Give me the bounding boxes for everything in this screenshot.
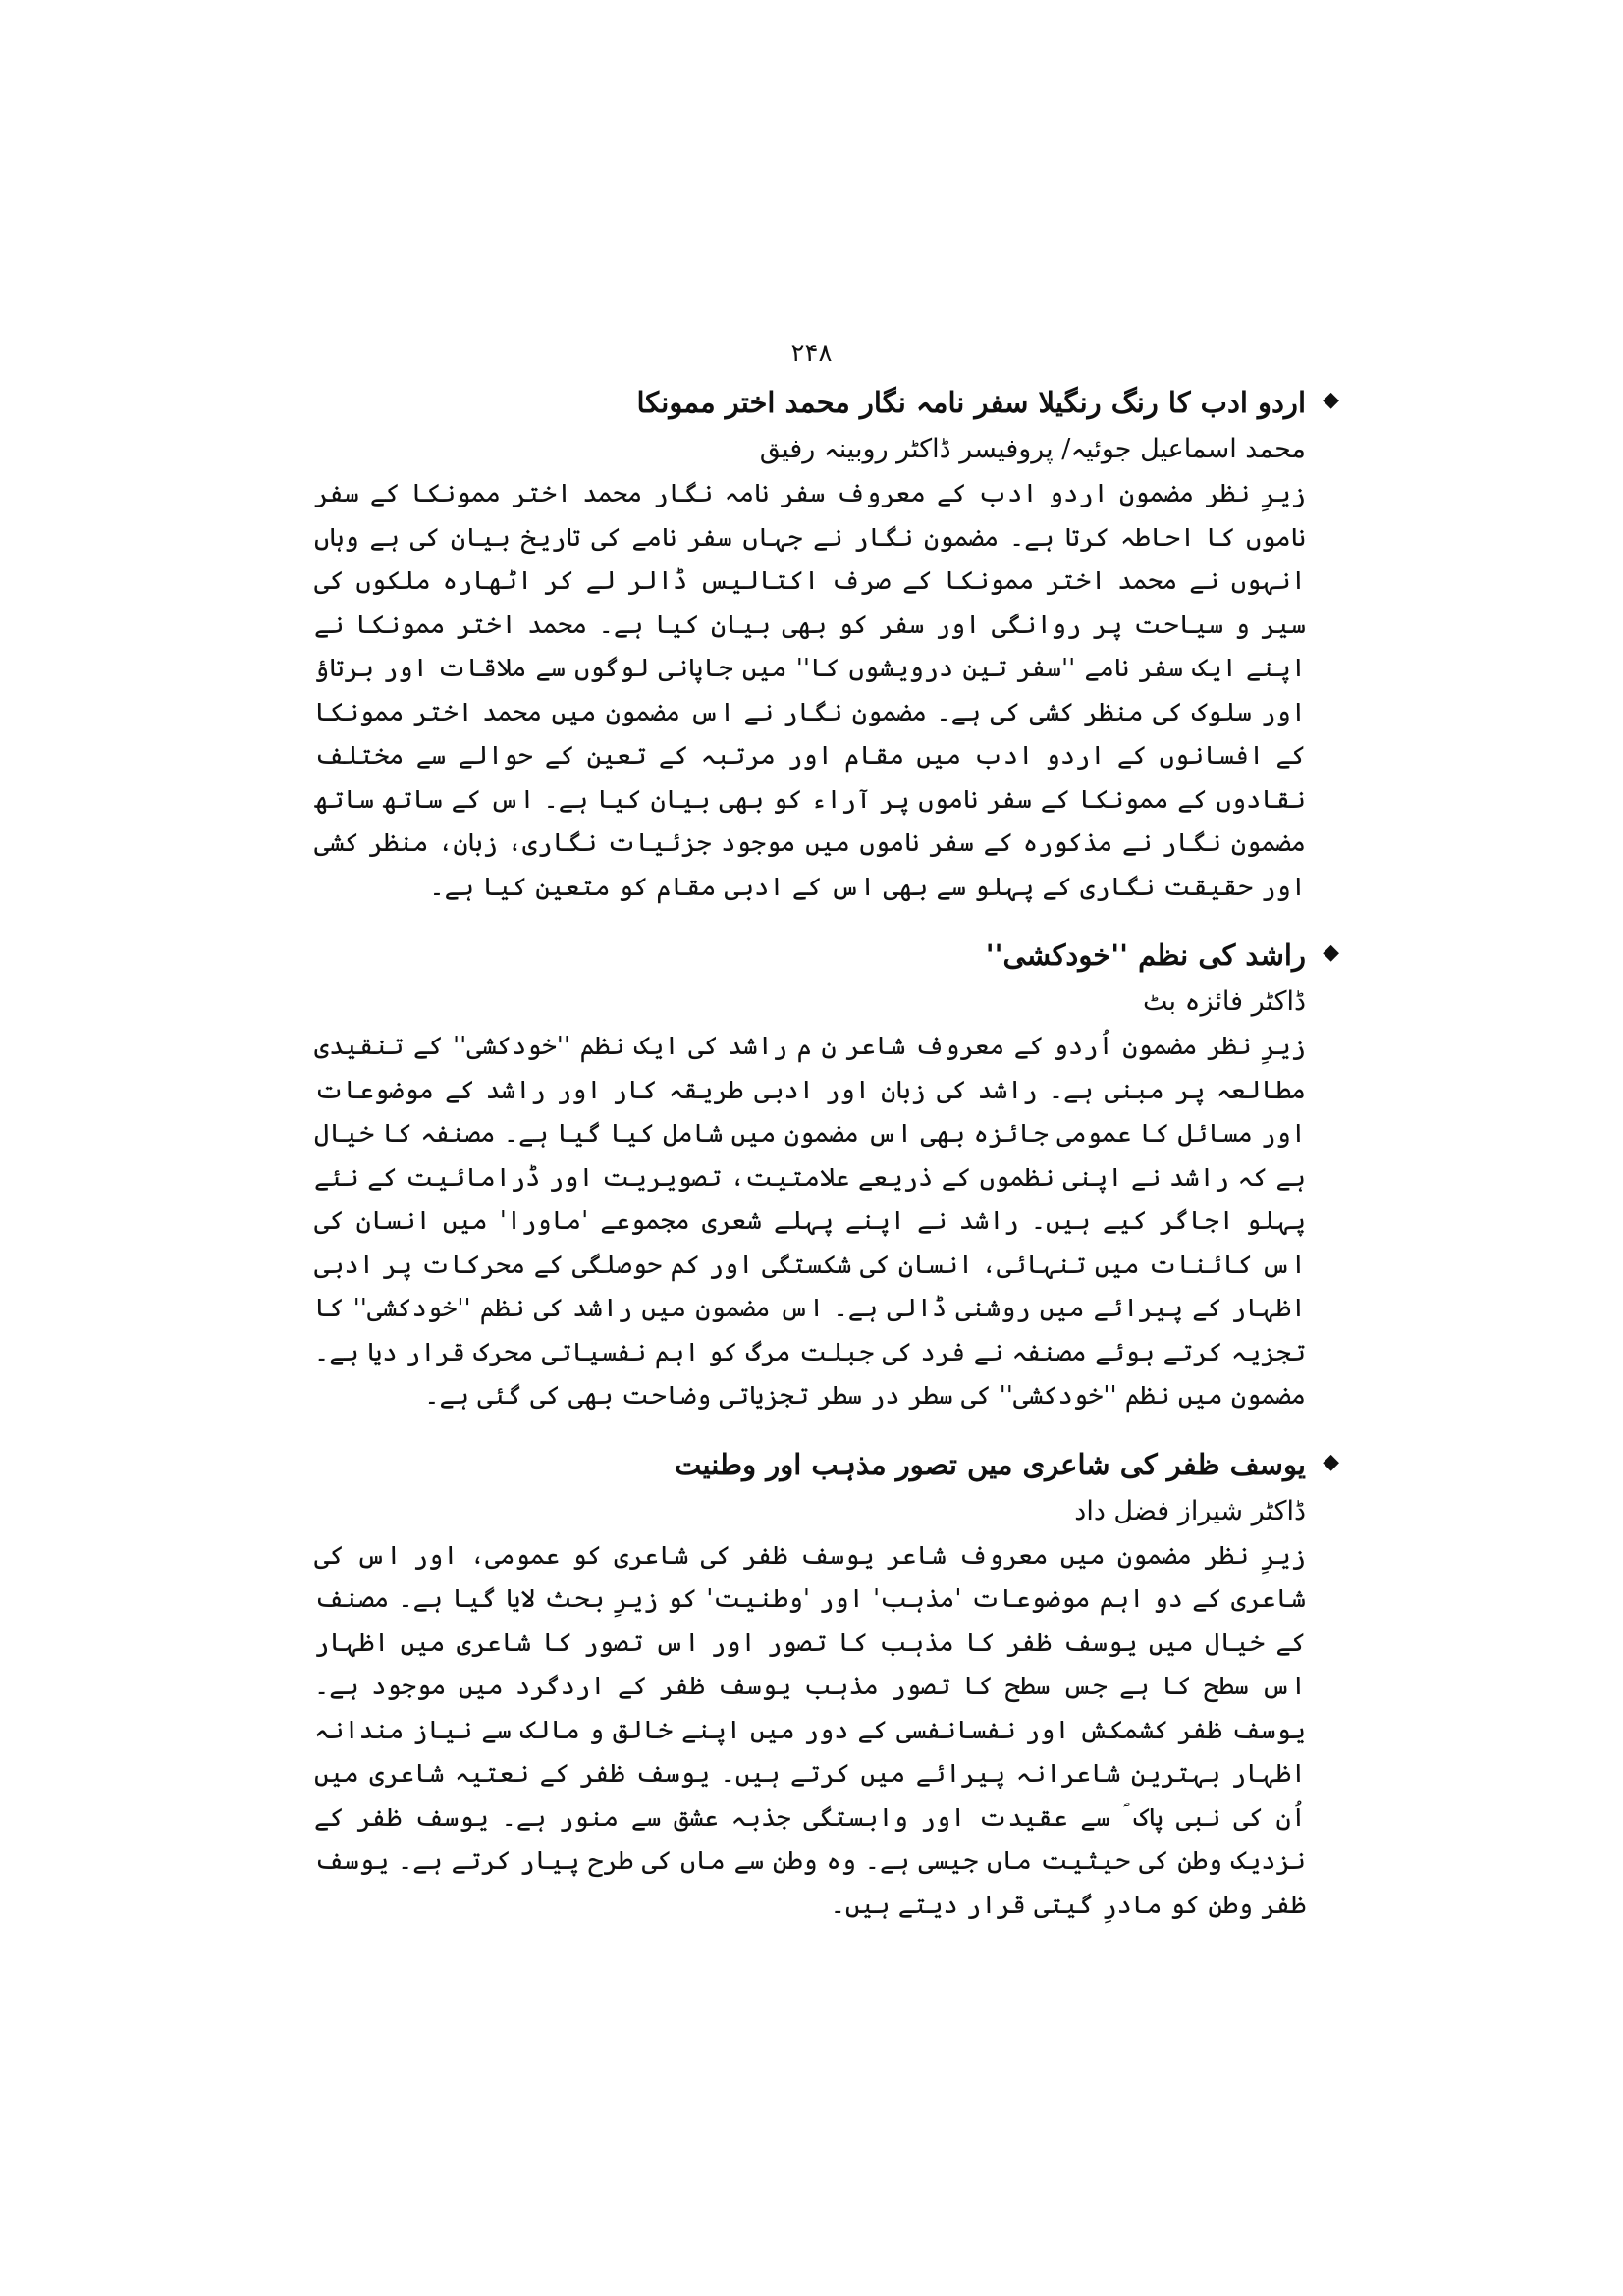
article-author: محمد اسماعیل جوئیہ/ پروفیسر ڈاکٹر روبینہ رفیق	[759, 434, 1306, 464]
article-title-text: اردو ادب کا رنگ رنگیلا سفر نامہ نگار محمد اختر ممونکا	[636, 386, 1306, 419]
bullet-icon: ◆	[1323, 387, 1339, 412]
article-entry-3	[314, 1440, 1339, 1928]
article-title	[314, 931, 1339, 980]
article-author: ڈاکٹر شیراز فضل داد	[1074, 1495, 1306, 1526]
article-title	[314, 378, 1339, 427]
article-author: ڈاکٹر فائزہ بٹ	[1143, 987, 1306, 1017]
article-abstract: زیرِ نظر مضمون اردو ادب کے معروف سفر نامہ نگار محمد اختر ممونکا کے سفر ناموں کا احاطہ کرتا ہے۔ مضمون نگار نے جہاں سفر نامے کی تاریخ بیان کی ہے وہاں انہوں نے محمد اختر ممونکا کے صرف اکتالیس ڈالر لے کر اٹھارہ ملکوں کی سیر و سیاحت پر روانگی اور سفر کو بھی بیان کیا ہے۔ محمد اختر ممونکا نے اپنے ایک سفر نامے ''سفر تین درویشوں کا'' میں جاپانی لوگوں سے ملاقات اور برتاؤ اور سلوک کی منظر کشی کی ہے۔ مضمون نگار نے اس مضمون میں محمد اختر ممونکا کے افسانوں کے اردو ادب میں مقام اور مرتبہ کے تعین کے حوالے سے مختلف نقادوں کے ممونکا کے سفر ناموں پر آراء کو بھی بیان کیا ہے۔ اس کے ساتھ ساتھ مضمون نگار نے مذکورہ کے سفر ناموں میں موجود جزئیات نگاری، زبان، منظر کشی اور حقیقت نگاری کے پہلو سے بھی اس کے ادبی مقام کو متعین کیا ہے۔	[314, 479, 1306, 902]
bullet-icon: ◆	[1323, 939, 1339, 965]
article-abstract: زیرِ نظر مضمون میں معروف شاعر یوسف ظفر کی شاعری کو عمومی، اور اس کی شاعری کے دو اہم موضوعات 'مذہب' اور 'وطنیت' کو زیرِ بحث لایا گیا ہے۔ مصنف کے خیال میں یوسف ظفر کا مذہب کا تصور اور اس تصور کا شاعری میں اظہار اس سطح کا ہے جس سطح کا تصور مذہب یوسف ظفر کے اردگرد میں موجود ہے۔ یوسف ظفر کشمکش اور نفسانفسی کے دور میں اپنے خالق و مالک سے نیاز مندانہ اظہار بہترین شاعرانہ پیرائے میں کرتے ہیں۔ یوسف ظفر کے نعتیہ شاعری میں اُن کی نبی پاک ؐ سے عقیدت اور وابستگی جذبہ عشق سے منور ہے۔ یوسف ظفر کے نزدیک وطن کی حیثیت ماں جیسی ہے۔ وہ وطن سے ماں کی طرح پیار کرتے ہے۔ یوسف ظفر وطن کو مادرِ گیتی قرار دیتے ہیں۔	[314, 1540, 1306, 1920]
article-entry-1	[314, 378, 1339, 909]
article-title-text: یوسف ظفر کی شاعری میں تصور مذہب اور وطنیت	[675, 1447, 1306, 1481]
article-abstract: زیرِ نظر مضمون اُردو کے معروف شاعر ن م راشد کی ایک نظم ''خودکشی'' کے تنقیدی مطالعہ پر مبنی ہے۔ راشد کی زبان اور ادبی طریقہ کار اور راشد کے موضوعات اور مسائل کا عمومی جائزہ بھی اس مضمون میں شامل کیا گیا ہے۔ مصنفہ کا خیال ہے کہ راشد نے اپنی نظموں کے ذریعے علامتیت، تصویریت اور ڈرامائیت کے نئے پہلو اجاگر کیے ہیں۔ راشد نے اپنے پہلے شعری مجموعے 'ماورا' میں انسان کی اس کائنات میں تنہائی، انسان کی شکستگی اور کم حوصلگی کے محرکات پر ادبی اظہار کے پیرائے میں روشنی ڈالی ہے۔ اس مضمون میں راشد کی نظم ''خودکشی'' کا تجزیہ کرتے ہوئے مصنفہ نے فرد کی جبلت مرگ کو اہم نفسیاتی محرک قرار دیا ہے۔ مضمون میں نظم ''خودکشی'' کی سطر در سطر تجزیاتی وضاحت بھی کی گئی ہے۔	[314, 1032, 1306, 1411]
article-entry-2	[314, 931, 1339, 1418]
page-number: ۲۴۸	[790, 339, 833, 368]
article-list	[314, 378, 1339, 1949]
article-title-text: راشد کی نظم ''خودکشی''	[985, 938, 1306, 972]
bullet-icon: ◆	[1323, 1448, 1339, 1474]
article-title	[314, 1440, 1339, 1489]
